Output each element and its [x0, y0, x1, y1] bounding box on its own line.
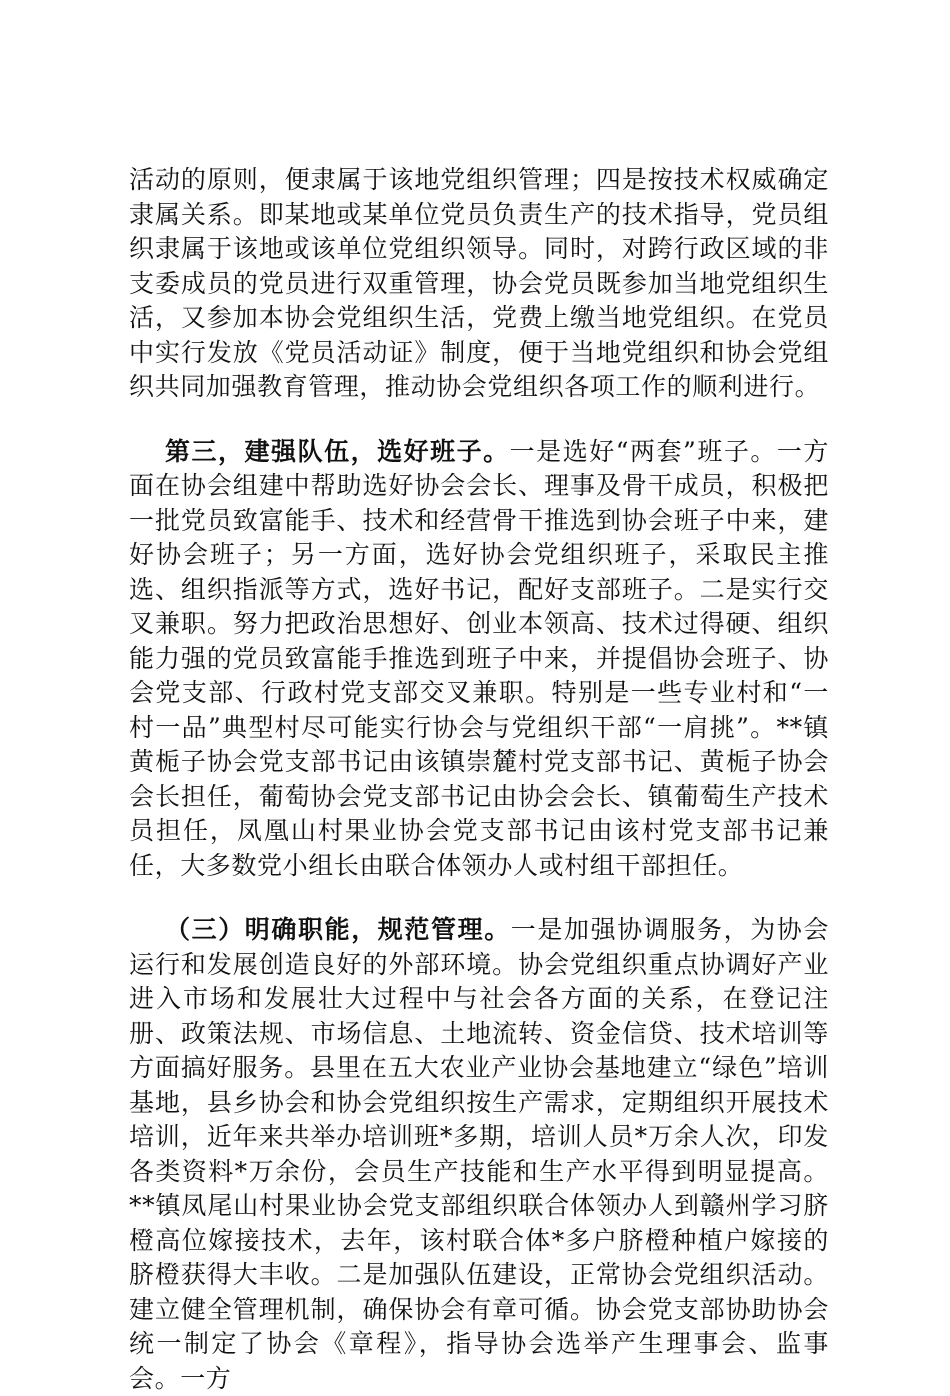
paragraph-section-three	[129, 435, 829, 884]
paragraph-continuation	[129, 163, 829, 405]
paragraph-section-clarify-functions	[129, 913, 829, 1396]
paragraph-body: 活动的原则，便隶属于该地党组织管理；四是按技术权威确定隶属关系。即某地或某单位党员负责生产的技术指导，党员组织隶属于该地或该单位党组织领导。同时，对跨行政区域的非支委成员的党员进行双重管理，协会党员既参加当地党组织生活，又参加本协会党组织生活，党费上缴当地党组织。在党员中实行发放《党员活动证》制度，便于当地党组织和协会党组织共同加强教育管理，推动协会党组织各项工作的顺利进行。	[129, 165, 829, 401]
section-heading: （三）明确职能，规范管理。	[165, 915, 511, 944]
paragraph-body: 一是加强协调服务，为协会运行和发展创造良好的外部环境。协会党组织重点协调好产业进入市场和发展壮大过程中与社会各方面的关系，在登记注册、政策法规、市场信息、土地流转、资金信贷、技术培训等方面搞好服务。县里在五大农业产业协会基地建立“绿色”培训基地，县乡协会和协会党组织按生产需求，定期组织开展技术培训，近年来共举办培训班*多期，培训人员*万余人次，印发各类资料*万余份，会员生产技能和生产水平得到明显提高。**镇凤尾山村果业协会党支部组织联合体领办人到赣州学习脐橙高位嫁接技术，去年，该村联合体*多户脐橙种植户嫁接的脐橙获得大丰收。二是加强队伍建设，正常协会党组织活动。建立健全管理机制，确保协会有章可循。协会党支部协助协会统一制定了协会《章程》，指导协会选举产生理事会、监事会。一方	[129, 915, 829, 1393]
document-page	[129, 163, 829, 1396]
paragraph-body: 一是选好“两套”班子。一方面在协会组建中帮助选好协会会长、理事及骨干成员，积极把一批党员致富能手、技术和经营骨干推选到协会班子中来，建好协会班子；另一方面，选好协会党组织班子，采取民主推选、组织指派等方式，选好书记，配好支部班子。二是实行交叉兼职。努力把政治思想好、创业本领高、技术过得硬、组织能力强的党员致富能手推选到班子中来，并提倡协会班子、协会党支部、行政村党支部交叉兼职。特别是一些专业村和“一村一品”典型村尽可能实行协会与党组织干部“一肩挑”。**镇黄栀子协会党支部书记由该镇崇麓村党支部书记、黄栀子协会会长担任，葡萄协会党支部书记由协会会长、镇葡萄生产技术员担任，凤凰山村果业协会党支部书记由该村党支部书记兼任，大多数党小组长由联合体领办人或村组干部担任。	[129, 436, 829, 880]
section-heading: 第三，建强队伍，选好班子。	[165, 436, 510, 466]
